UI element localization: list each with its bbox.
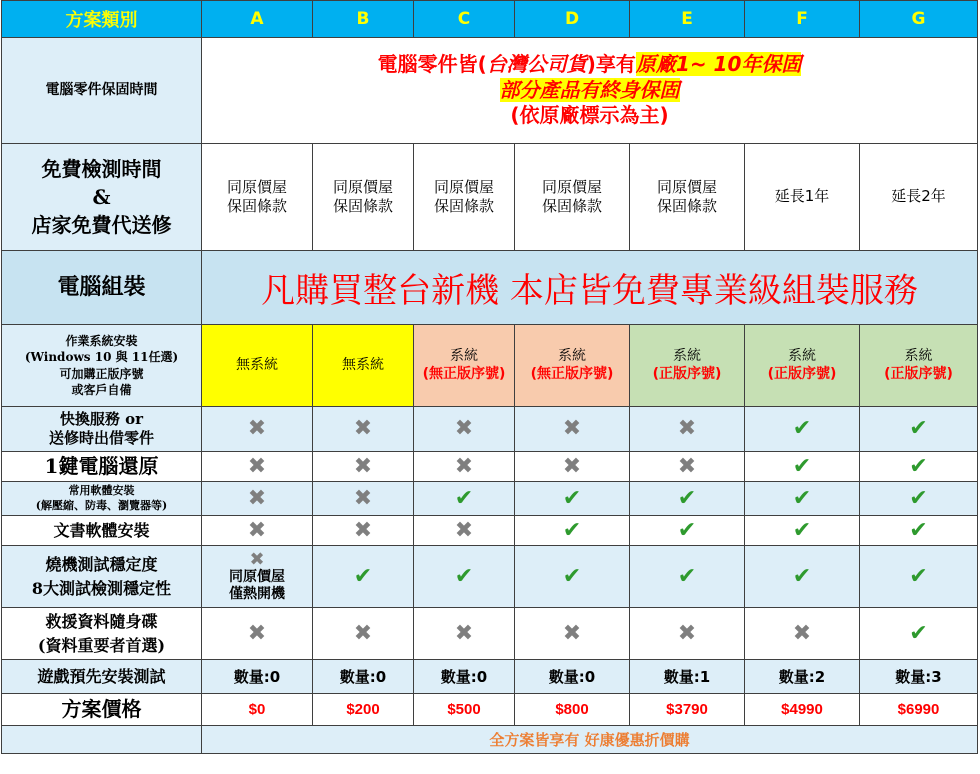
check-icon xyxy=(354,564,372,589)
inspection-cell: 延長1年 xyxy=(745,144,860,251)
feature-cell xyxy=(202,407,313,452)
check-icon xyxy=(793,564,811,589)
plan-price: $200 xyxy=(313,694,414,726)
burnin-label xyxy=(2,546,202,608)
os-label-line4: 或客戶自備 xyxy=(71,382,132,397)
header-title-cell xyxy=(2,1,202,38)
check-icon xyxy=(793,486,811,511)
burnin-label-line1: 燒機測試穩定度 xyxy=(45,555,158,575)
burnin-note-line1: 同原價屋 xyxy=(229,568,285,585)
quick-service-label-line1: 快換服務 or xyxy=(59,410,144,429)
feature-cell xyxy=(414,452,515,482)
footer-text: 全方案皆享有 好康優惠折價購 xyxy=(202,726,978,754)
feature-cell xyxy=(745,546,860,608)
software-label-line2: (解壓縮、防毒、瀏覽器等) xyxy=(35,498,168,512)
plan-price: $800 xyxy=(515,694,630,726)
check-icon xyxy=(563,486,581,511)
check-icon xyxy=(563,564,581,589)
inspection-cell: 同原價屋 保固條款 xyxy=(630,144,745,251)
check-icon xyxy=(909,621,927,646)
feature-cell xyxy=(860,516,978,546)
cross-icon xyxy=(678,621,696,646)
feature-cell xyxy=(313,516,414,546)
price-row xyxy=(2,694,978,726)
os-main: 系統 xyxy=(558,348,586,364)
rescue-label-line1: 救援資料隨身碟 xyxy=(45,611,158,631)
feature-cell xyxy=(313,482,414,516)
games-count: 數量:3 xyxy=(860,660,978,694)
os-sub: (正版序號) xyxy=(652,365,722,382)
warranty-row xyxy=(2,38,978,144)
os-label-line3: 可加購正版序號 xyxy=(59,366,144,381)
os-sub: (無正版序號) xyxy=(422,365,506,382)
warranty-paren-open: ( xyxy=(477,52,487,77)
feature-cell xyxy=(202,516,313,546)
plan-g-header: G xyxy=(860,1,978,38)
plan-price: $0 xyxy=(202,694,313,726)
restore-row xyxy=(2,452,978,482)
office-label: 文書軟體安裝 xyxy=(2,516,202,546)
restore-label: 1鍵電腦還原 xyxy=(2,452,202,482)
os-main: 系統 xyxy=(450,348,478,364)
feature-cell xyxy=(630,452,745,482)
plan-f-header: F xyxy=(745,1,860,38)
check-icon xyxy=(793,518,811,543)
feature-cell xyxy=(630,482,745,516)
games-count: 數量:1 xyxy=(630,660,745,694)
software-row xyxy=(2,482,978,516)
inspection-label-line1: 免費檢測時間 xyxy=(41,157,162,181)
cross-icon xyxy=(563,454,581,479)
os-label-line1: 作業系統安裝 xyxy=(65,334,138,349)
feature-cell xyxy=(630,407,745,452)
os-cell xyxy=(745,325,860,407)
games-count: 數量:0 xyxy=(202,660,313,694)
feature-cell xyxy=(860,407,978,452)
check-icon xyxy=(678,564,696,589)
feature-cell xyxy=(860,546,978,608)
feature-cell xyxy=(745,407,860,452)
cross-icon xyxy=(354,416,372,441)
quick-service-label xyxy=(2,407,202,452)
check-icon xyxy=(793,416,811,441)
warranty-paren-close: ) xyxy=(586,52,596,77)
os-sub: (正版序號) xyxy=(767,365,837,382)
feature-cell xyxy=(313,546,414,608)
check-icon xyxy=(909,486,927,511)
feature-cell xyxy=(414,482,515,516)
warranty-note: (依原廠標示為主) xyxy=(510,103,669,128)
burnin-note-line2: 僅熱開機 xyxy=(229,585,285,602)
software-label-line1: 常用軟體安裝 xyxy=(68,484,135,498)
feature-cell xyxy=(630,608,745,660)
inspection-label xyxy=(2,144,202,251)
os-main: 無系統 xyxy=(342,356,384,373)
check-icon xyxy=(909,564,927,589)
header-title: 方案類別 xyxy=(65,10,138,31)
games-count: 數量:0 xyxy=(414,660,515,694)
check-icon xyxy=(678,518,696,543)
cross-icon xyxy=(248,454,266,479)
os-cell xyxy=(313,325,414,407)
plan-price: $500 xyxy=(414,694,515,726)
check-icon xyxy=(563,518,581,543)
assembly-text: 凡購買整台新機 本店皆免費專業級組裝服務 xyxy=(202,251,978,325)
os-main: 系統 xyxy=(673,348,701,364)
feature-cell xyxy=(414,407,515,452)
os-label-line2: (Windows 10 與 11任選) xyxy=(24,350,179,365)
rescue-row xyxy=(2,608,978,660)
feature-cell xyxy=(515,407,630,452)
feature-cell xyxy=(630,516,745,546)
warranty-label: 電腦零件保固時間 xyxy=(2,38,202,144)
software-label xyxy=(2,482,202,516)
feature-cell xyxy=(745,516,860,546)
inspection-label-line3: 店家免費代送修 xyxy=(31,213,172,237)
inspection-label-line2: & xyxy=(92,185,111,209)
games-count: 數量:0 xyxy=(515,660,630,694)
inspection-cell: 同原價屋 保固條款 xyxy=(202,144,313,251)
os-main: 系統 xyxy=(788,348,816,364)
os-row xyxy=(2,325,978,407)
cross-icon xyxy=(563,621,581,646)
warranty-lifetime: 部分產品有終身保固 xyxy=(499,77,680,102)
rescue-label-line2: (資料重要者首選) xyxy=(37,635,166,655)
feature-cell xyxy=(515,482,630,516)
inspection-cell: 同原價屋 保固條款 xyxy=(515,144,630,251)
cross-icon xyxy=(248,518,266,543)
os-main: 系統 xyxy=(904,348,933,364)
cross-icon xyxy=(793,621,811,646)
warranty-highlight-origin: 台灣公司貨 xyxy=(486,52,587,77)
check-icon xyxy=(455,564,473,589)
cross-icon xyxy=(202,551,312,569)
cross-icon xyxy=(455,416,473,441)
check-icon xyxy=(909,454,927,479)
burnin-label-line2: 8大測試檢測穩定性 xyxy=(31,578,172,598)
plan-b-header: B xyxy=(313,1,414,38)
plan-comparison-table xyxy=(1,0,978,754)
cross-icon xyxy=(678,454,696,479)
warranty-mid: 享有 xyxy=(595,52,636,77)
feature-cell xyxy=(313,452,414,482)
feature-cell xyxy=(202,452,313,482)
plan-c-header: C xyxy=(414,1,515,38)
os-sub: (無正版序號) xyxy=(530,365,614,382)
rescue-label xyxy=(2,608,202,660)
cross-icon xyxy=(678,416,696,441)
feature-cell xyxy=(860,452,978,482)
cross-icon xyxy=(455,454,473,479)
feature-cell xyxy=(313,407,414,452)
os-cell xyxy=(860,325,978,407)
inspection-cell: 延長2年 xyxy=(860,144,978,251)
cross-icon xyxy=(354,486,372,511)
header-row xyxy=(2,1,978,38)
feature-cell xyxy=(860,482,978,516)
plan-a-header: A xyxy=(202,1,313,38)
games-label: 遊戲預先安裝測試 xyxy=(2,660,202,694)
feature-cell xyxy=(745,482,860,516)
plan-price: $4990 xyxy=(745,694,860,726)
plan-e-header: E xyxy=(630,1,745,38)
check-icon xyxy=(909,416,927,441)
cross-icon xyxy=(248,486,266,511)
feature-cell xyxy=(414,516,515,546)
cross-icon xyxy=(354,454,372,479)
footer-spacer xyxy=(2,726,202,754)
cross-icon xyxy=(455,621,473,646)
feature-cell xyxy=(745,608,860,660)
quick-service-label-line2: 送修時出借零件 xyxy=(48,429,154,447)
burnin-row xyxy=(2,546,978,608)
cross-icon xyxy=(354,518,372,543)
check-icon xyxy=(793,454,811,479)
plan-price: $6990 xyxy=(860,694,978,726)
warranty-prefix: 電腦零件皆 xyxy=(377,52,478,77)
price-label: 方案價格 xyxy=(2,694,202,726)
os-cell xyxy=(414,325,515,407)
feature-cell xyxy=(202,608,313,660)
os-cell xyxy=(515,325,630,407)
check-icon xyxy=(909,518,927,543)
cross-icon xyxy=(248,621,266,646)
games-count: 數量:0 xyxy=(313,660,414,694)
feature-cell xyxy=(313,608,414,660)
feature-cell xyxy=(515,516,630,546)
feature-cell xyxy=(414,546,515,608)
cross-icon xyxy=(248,416,266,441)
inspection-row xyxy=(2,144,978,251)
cross-icon xyxy=(563,416,581,441)
os-sub: (正版序號) xyxy=(884,365,953,382)
inspection-cell: 同原價屋 保固條款 xyxy=(313,144,414,251)
feature-cell xyxy=(202,482,313,516)
check-icon xyxy=(678,486,696,511)
os-label xyxy=(2,325,202,407)
plan-d-header: D xyxy=(515,1,630,38)
cross-icon xyxy=(455,518,473,543)
feature-cell xyxy=(745,452,860,482)
os-cell xyxy=(202,325,313,407)
feature-cell xyxy=(515,608,630,660)
feature-cell xyxy=(630,546,745,608)
office-row xyxy=(2,516,978,546)
inspection-cell: 同原價屋 保固條款 xyxy=(414,144,515,251)
plan-price: $3790 xyxy=(630,694,745,726)
footer-row xyxy=(2,726,978,754)
os-cell xyxy=(630,325,745,407)
assembly-row xyxy=(2,251,978,325)
quick-service-row xyxy=(2,407,978,452)
os-main: 無系統 xyxy=(236,356,278,373)
check-icon xyxy=(455,486,473,511)
feature-cell xyxy=(515,452,630,482)
cross-icon xyxy=(354,621,372,646)
feature-cell xyxy=(860,608,978,660)
games-row xyxy=(2,660,978,694)
feature-cell xyxy=(202,546,313,608)
assembly-label: 電腦組裝 xyxy=(2,251,202,325)
warranty-text xyxy=(202,38,978,144)
feature-cell xyxy=(515,546,630,608)
feature-cell xyxy=(414,608,515,660)
warranty-highlight-years: 原廠1~ 10年保固 xyxy=(635,52,802,77)
games-count: 數量:2 xyxy=(745,660,860,694)
